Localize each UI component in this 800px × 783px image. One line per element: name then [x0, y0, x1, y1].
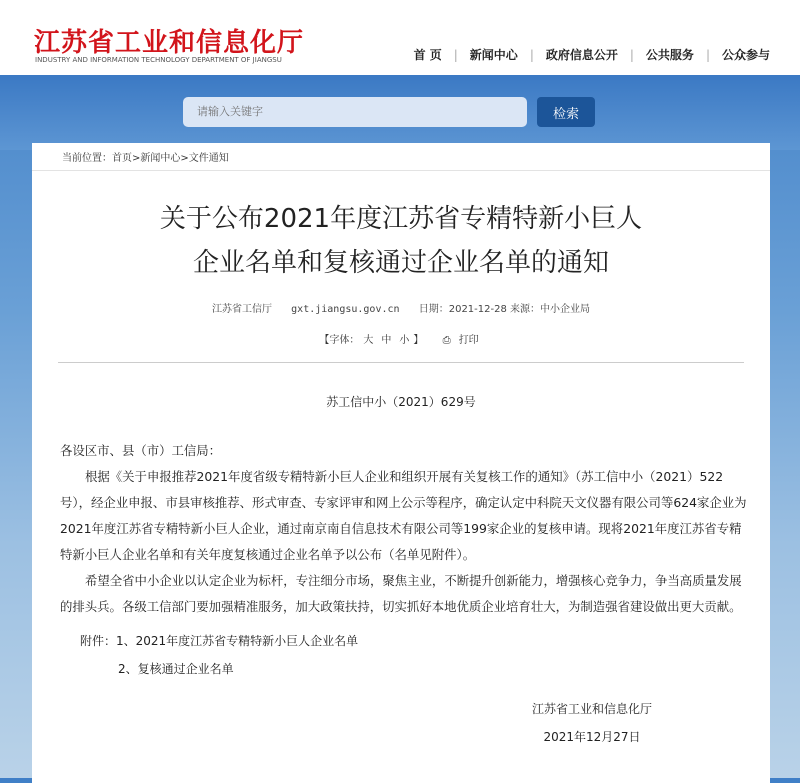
attachments — [80, 627, 358, 683]
signature — [532, 695, 652, 751]
main-nav — [414, 46, 770, 63]
article-tools — [32, 331, 770, 346]
nav-public-service[interactable]: 公共服务 — [645, 48, 694, 62]
nav-home[interactable]: 首 页 — [413, 48, 442, 62]
paragraph: 希望全省中小企业以认定企业为标杆，专注细分市场，聚焦主业，不断提升创新能力，增强核心竞争力，争当高质量发展的排头兵。各级工信部门要加强精准服务，加大政策扶持，切实抓好本地优质企业培育壮大，为制造强省建设做出更大贡献。 — [60, 573, 742, 614]
font-medium-button[interactable]: 中 — [381, 335, 392, 346]
site-header — [0, 0, 800, 75]
meta-date-source: 日期：2021-12-28 来源：中小企业局 — [418, 304, 591, 315]
nav-gov-info[interactable]: 政府信息公开 — [545, 48, 618, 62]
nav-news[interactable]: 新闻中心 — [469, 48, 518, 62]
font-size-bracket: 】 — [413, 335, 424, 346]
print-button[interactable]: 打印 — [458, 335, 479, 346]
search-button[interactable]: 检索 — [537, 97, 595, 127]
paragraph: 根据《关于申报推荐2021年度省级专精特新小巨人企业和组织开展有关复核工作的通知》（苏工信中小（2021）522号），经企业申报、市县审核推荐、形式审查、专家评审和网上公示等程序，确定认定中科院天文仪器有限公司等624家企业为2021年度江苏省专精特新小巨人企业，通过南京南自信息技术有限公司等199家企业的复核申请。现将2021年度江苏省专精特新小巨人企业名单和有关年度复核通过企业名单予以公布（名单见附件）。 — [60, 469, 747, 562]
site-logo-english: INDUSTRY AND INFORMATION TECHNOLOGY DEPARTMENT OF JIANGSU — [35, 56, 282, 64]
divider — [32, 170, 770, 171]
font-large-button[interactable]: 大 — [363, 335, 374, 346]
nav-divider: | — [529, 47, 534, 62]
search-input[interactable] — [183, 97, 527, 127]
nav-divider: | — [453, 47, 458, 62]
article-meta — [32, 300, 770, 315]
attachment-link[interactable]: 2、复核通过企业名单 — [118, 662, 234, 676]
nav-divider: | — [629, 47, 634, 62]
meta-org: 江苏省工信厅 — [211, 304, 272, 315]
title-line: 企业名单和复核通过企业名单的通知 — [192, 248, 609, 278]
font-small-button[interactable]: 小 — [399, 335, 410, 346]
salutation: 各设区市、县（市）工信局： — [60, 443, 222, 458]
site-logo[interactable]: 江苏省工业和信息化厅 — [34, 28, 305, 58]
divider — [58, 362, 744, 363]
font-size-label: 【字体： — [319, 335, 360, 346]
meta-site: gxt.jiangsu.gov.cn — [291, 304, 400, 315]
title-line: 关于公布2021年度江苏省专精特新小巨人 — [159, 204, 643, 234]
document-number: 苏工信中小（2021）629号 — [326, 395, 476, 409]
printer-icon[interactable]: ⎙ — [442, 335, 451, 346]
signature-date: 2021年12月27日 — [543, 730, 641, 744]
nav-divider: | — [705, 47, 710, 62]
article-card — [32, 143, 770, 783]
signature-org: 江苏省工业和信息化厅 — [532, 702, 653, 716]
article-body — [60, 438, 750, 620]
attachment-link[interactable]: 附件：1、2021年度江苏省专精特新小巨人企业名单 — [80, 634, 359, 648]
article-title — [32, 197, 770, 285]
breadcrumb[interactable]: 当前位置：首页>新闻中心>文件通知 — [62, 153, 229, 164]
nav-participation[interactable]: 公众参与 — [721, 48, 770, 62]
